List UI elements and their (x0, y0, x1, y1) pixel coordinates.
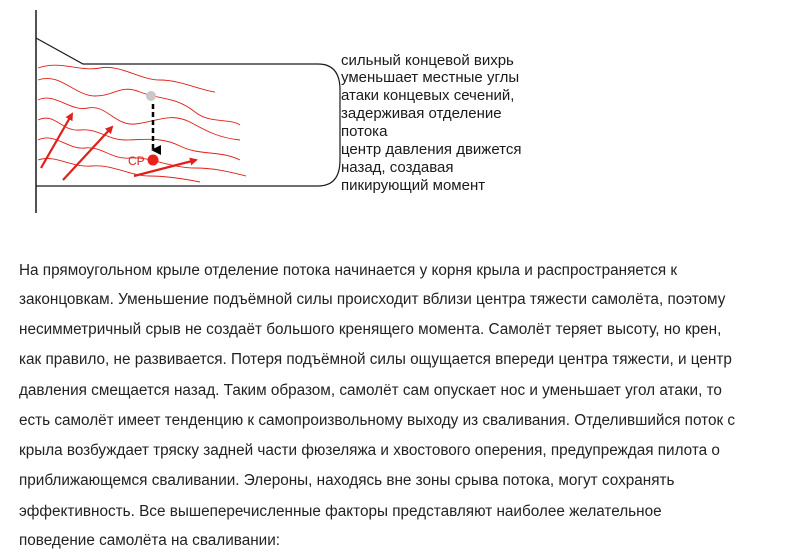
paragraph-line: законцовкам. Уменьшение подъёмной силы происходит вблизи центра тяжести самолёта, поэтому (19, 291, 726, 308)
cp-dot (148, 155, 159, 166)
flow-line (38, 78, 240, 125)
paragraph-line: На прямоугольном крыле отделение потока начинается у корня крыла и распространяется к (19, 262, 678, 279)
paragraph-line: эффективность. Все вышеперечисленные факторы представляют наиболее желательное (19, 503, 662, 520)
note-line: назад, создавая (341, 159, 454, 176)
paragraph-line: несимметричный срыв не создаёт большого кренящего момента. Самолёт теряет высоту, но крен, (19, 321, 722, 338)
paragraph-line: поведение самолёта на сваливании: (19, 532, 281, 549)
paragraph-line: как правило, не развивается. Потеря подъёмной силы ощущается впереди центра тяжести, и центр (19, 351, 732, 368)
note-line: уменьшает местные углы (341, 69, 520, 86)
flow-line (38, 158, 200, 182)
note-line: пикирующий момент (341, 177, 486, 194)
paragraph-line: давления смещается назад. Таким образом, самолёт сам опускает нос и уменьшает угол атаки, то (19, 382, 722, 399)
wing-outline (36, 38, 340, 186)
paragraph-line: приближающемся сваливании. Элероны, находясь вне зоны срыва потока, могут сохранять (19, 472, 675, 489)
paragraph-line: крыла возбуждает тряску задней части фюзеляжа и хвостового оперения, предупреждая пилота о (19, 442, 720, 459)
flow-arrows (41, 114, 196, 180)
flow-arrow (63, 127, 112, 180)
paragraph-line: есть самолёт имеет тенденцию к самопроизвольному выходу из сваливания. Отделившийся поток с (19, 412, 736, 429)
note-line: потока (341, 123, 388, 140)
note-line: атаки концевых сечений, (341, 87, 515, 104)
cg-dot (146, 91, 156, 101)
note-line: задерживая отделение (341, 105, 502, 122)
cp-label: CP (128, 154, 145, 168)
flow-line (38, 65, 215, 92)
note-line: центр давления движется (341, 141, 522, 158)
note-line: сильный концевой вихрь (341, 52, 514, 69)
